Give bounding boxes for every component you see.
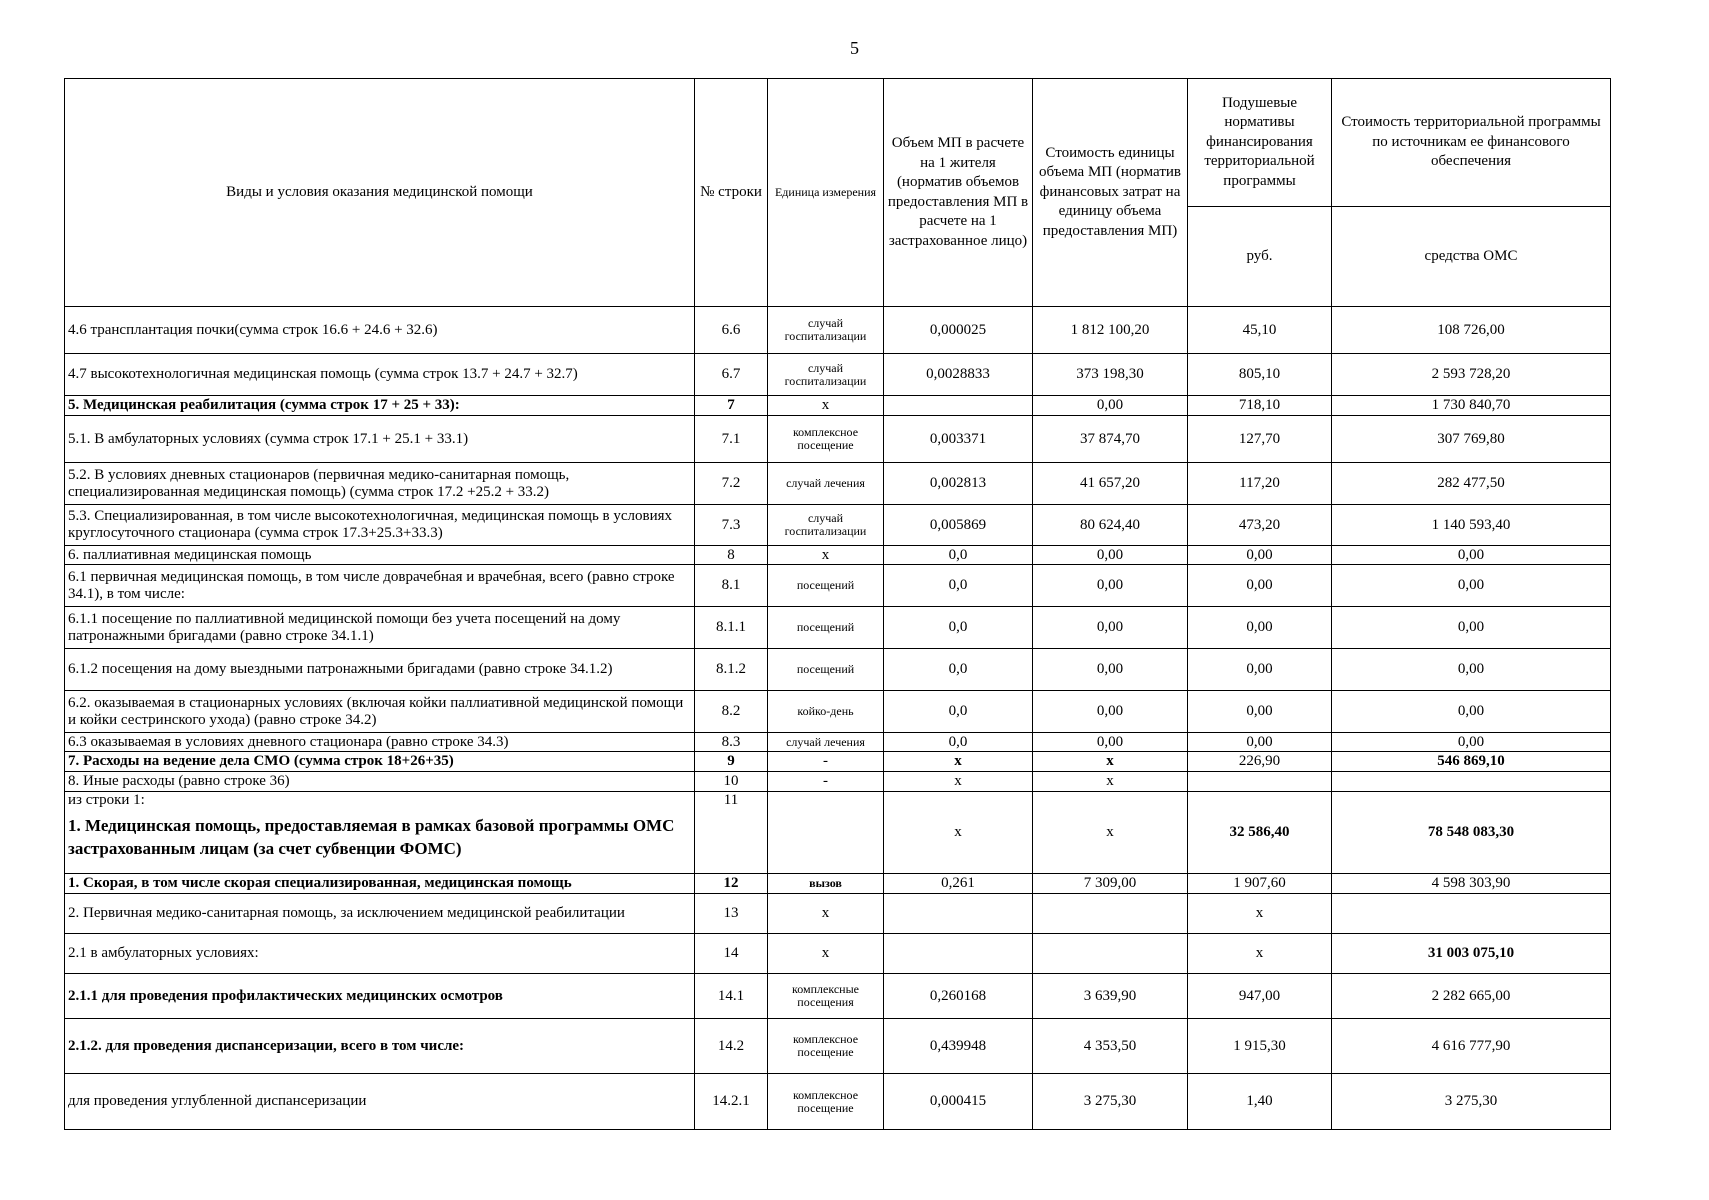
row-total: 0,00 (1332, 733, 1611, 752)
row-total: 0,00 (1332, 546, 1611, 565)
table-row (65, 752, 1611, 772)
row-volume: 0,0 (884, 546, 1033, 565)
row-total: 2 282 665,00 (1332, 974, 1611, 1019)
row-cost: х (1033, 772, 1188, 792)
row-volume: 0,000415 (884, 1074, 1033, 1130)
row-name: 2. Первичная медико-санитарная помощь, за исключением медицинской реабилитации (65, 894, 695, 934)
row-name: для проведения углубленной диспансеризации (65, 1074, 695, 1130)
row-volume: 0,000025 (884, 307, 1033, 354)
row-volume: 0,0 (884, 733, 1033, 752)
row-cost: 41 657,20 (1033, 463, 1188, 505)
row-unit: - (768, 772, 884, 792)
row-volume: 0,0028833 (884, 354, 1033, 396)
row-per-capita: 127,70 (1188, 416, 1332, 463)
row-name: 8. Иные расходы (равно строке 36) (65, 772, 695, 792)
row-volume: х (884, 792, 1033, 874)
row-unit: х (768, 396, 884, 416)
row-unit: комплексное посещение (768, 1019, 884, 1074)
table-row (65, 934, 1611, 974)
row-volume (884, 934, 1033, 974)
row-unit: комплексное посещение (768, 416, 884, 463)
header-row-number: № строки (695, 79, 768, 307)
row-unit: - (768, 752, 884, 772)
row-number: 10 (695, 772, 768, 792)
row-name: 6.1.1 посещение по паллиативной медицинской помощи без учета посещений на дому патронажными бригадами (равно строке 34.1.1) (65, 607, 695, 649)
row-cost (1033, 894, 1188, 934)
row-number: 6.6 (695, 307, 768, 354)
row-per-capita: 117,20 (1188, 463, 1332, 505)
row-unit: посещений (768, 607, 884, 649)
row-number: 8 (695, 546, 768, 565)
row-number: 8.1.2 (695, 649, 768, 691)
row-total: 546 869,10 (1332, 752, 1611, 772)
row-cost: х (1033, 792, 1188, 874)
row-total: 4 598 303,90 (1332, 874, 1611, 894)
row-name: 6.1 первичная медицинская помощь, в том числе доврачебная и врачебная, всего (равно строке 34.1), в том числе: (65, 565, 695, 607)
row-cost: 3 639,90 (1033, 974, 1188, 1019)
row-per-capita: 473,20 (1188, 505, 1332, 546)
row-per-capita: 0,00 (1188, 733, 1332, 752)
row-volume: 0,005869 (884, 505, 1033, 546)
row-per-capita: 1,40 (1188, 1074, 1332, 1130)
row-cost: 0,00 (1033, 396, 1188, 416)
header-total-cost: Стоимость территориальной программы по источникам ее финансового обеспечения (1332, 79, 1611, 207)
row-cost: 373 198,30 (1033, 354, 1188, 396)
row-per-capita (1188, 772, 1332, 792)
row-cost: 0,00 (1033, 607, 1188, 649)
row-total: 4 616 777,90 (1332, 1019, 1611, 1074)
row-cost: 80 624,40 (1033, 505, 1188, 546)
table-row (65, 1074, 1611, 1130)
row-name: из строки 1: (68, 792, 145, 808)
row-total (1332, 772, 1611, 792)
header-oms: средства ОМС (1332, 207, 1611, 307)
row-name: 6.3 оказываемая в условиях дневного стационара (равно строке 34.3) (65, 733, 695, 752)
row-volume: 0,0 (884, 607, 1033, 649)
row-total: 282 477,50 (1332, 463, 1611, 505)
row-per-capita: 718,10 (1188, 396, 1332, 416)
row-per-capita: 0,00 (1188, 649, 1332, 691)
row-name: 6.2. оказываемая в стационарных условиях (включая койки паллиативной медицинской помощи и койки сестринского ухода) (равно строке 34.2) (65, 691, 695, 733)
row-volume (884, 894, 1033, 934)
row-total: 0,00 (1332, 565, 1611, 607)
row-cost: 1 812 100,20 (1033, 307, 1188, 354)
row-total: 3 275,30 (1332, 1074, 1611, 1130)
table-row (65, 505, 1611, 546)
row-per-capita: 0,00 (1188, 607, 1332, 649)
table-row (65, 416, 1611, 463)
row-name: 2.1.1 для проведения профилактических медицинских осмотров (65, 974, 695, 1019)
financing-table (64, 78, 1611, 1130)
row-number: 7.1 (695, 416, 768, 463)
row-cost: 7 309,00 (1033, 874, 1188, 894)
row-total: 2 593 728,20 (1332, 354, 1611, 396)
row-cost: 0,00 (1033, 546, 1188, 565)
table-row (65, 463, 1611, 505)
row-name-secondary: 1. Медицинская помощь, предоставляемая в рамках базовой программы ОМС застрахованным лицам (за счет субвенции ФОМС) (68, 815, 675, 858)
table-row (65, 396, 1611, 416)
row-unit: случай лечения (768, 733, 884, 752)
header-per-capita: Подушевые нормативы финансирования территориальной программы (1188, 79, 1332, 207)
row-total: 1 140 593,40 (1332, 505, 1611, 546)
row-total: 1 730 840,70 (1332, 396, 1611, 416)
row-total: 108 726,00 (1332, 307, 1611, 354)
row-volume: 0,261 (884, 874, 1033, 894)
row-volume: х (884, 752, 1033, 772)
row-per-capita: 0,00 (1188, 546, 1332, 565)
table-row (65, 974, 1611, 1019)
row-name: 4.7 высокотехнологичная медицинская помощь (сумма строк 13.7 + 24.7 + 32.7) (65, 354, 695, 396)
table-row (65, 307, 1611, 354)
row-unit: комплексное посещение (768, 1074, 884, 1130)
row-name-cell (65, 792, 695, 874)
row-per-capita: 45,10 (1188, 307, 1332, 354)
row-per-capita: х (1188, 894, 1332, 934)
header-volume: Объем МП в расчете на 1 жителя (норматив объемов предоставления МП в расчете на 1 застрахованное лицо) (884, 79, 1033, 307)
table-row (65, 546, 1611, 565)
row-unit (768, 792, 884, 874)
row-cost: 0,00 (1033, 733, 1188, 752)
row-cost: 4 353,50 (1033, 1019, 1188, 1074)
row-number: 8.1.1 (695, 607, 768, 649)
row-unit: случай госпитализации (768, 354, 884, 396)
row-volume: 0,003371 (884, 416, 1033, 463)
row-cost: 37 874,70 (1033, 416, 1188, 463)
row-volume: х (884, 772, 1033, 792)
table-row (65, 772, 1611, 792)
table-row (65, 1019, 1611, 1074)
row-volume (884, 396, 1033, 416)
row-number: 14.2.1 (695, 1074, 768, 1130)
row-volume: 0,0 (884, 649, 1033, 691)
row-cost: 3 275,30 (1033, 1074, 1188, 1130)
row-cost (1033, 934, 1188, 974)
row-unit: комплексные посещения (768, 974, 884, 1019)
row-number: 7.3 (695, 505, 768, 546)
table-row (65, 354, 1611, 396)
row-volume: 0,002813 (884, 463, 1033, 505)
table-row (65, 733, 1611, 752)
table-row (65, 874, 1611, 894)
row-number: 7.2 (695, 463, 768, 505)
row-number: 13 (695, 894, 768, 934)
row-unit: х (768, 894, 884, 934)
row-number: 8.3 (695, 733, 768, 752)
header-unit-cost: Стоимость единицы объема МП (норматив финансовых затрат на единицу объема предоставления МП) (1033, 79, 1188, 307)
table-row (65, 792, 1611, 874)
row-unit: х (768, 934, 884, 974)
row-cost: 0,00 (1033, 649, 1188, 691)
row-number: 14.2 (695, 1019, 768, 1074)
row-volume: 0,0 (884, 691, 1033, 733)
row-per-capita: 226,90 (1188, 752, 1332, 772)
row-unit: посещений (768, 649, 884, 691)
header-type: Виды и условия оказания медицинской помощи (65, 79, 695, 307)
row-total: 307 769,80 (1332, 416, 1611, 463)
row-cost: х (1033, 752, 1188, 772)
row-unit: случай лечения (768, 463, 884, 505)
row-name: 4.6 трансплантация почки(сумма строк 16.6 + 24.6 + 32.6) (65, 307, 695, 354)
row-number: 9 (695, 752, 768, 772)
table-row (65, 649, 1611, 691)
row-name: 2.1 в амбулаторных условиях: (65, 934, 695, 974)
row-name: 5. Медицинская реабилитация (сумма строк 17 + 25 + 33): (65, 396, 695, 416)
row-name: 6. паллиативная медицинская помощь (65, 546, 695, 565)
row-per-capita: 1 907,60 (1188, 874, 1332, 894)
table-row (65, 607, 1611, 649)
row-total: 0,00 (1332, 607, 1611, 649)
row-name: 5.2. В условиях дневных стационаров (первичная медико-санитарная помощь, специализированная медицинская помощь) (сумма строк 17.2 +25.2 + 33.2) (65, 463, 695, 505)
row-name: 6.1.2 посещения на дому выездными патронажными бригадами (равно строке 34.1.2) (65, 649, 695, 691)
row-unit: случай госпитализации (768, 307, 884, 354)
row-volume: 0,260168 (884, 974, 1033, 1019)
row-number: 8.2 (695, 691, 768, 733)
row-total: 31 003 075,10 (1332, 934, 1611, 974)
row-per-capita: 32 586,40 (1188, 792, 1332, 874)
row-name: 7. Расходы на ведение дела СМО (сумма строк 18+26+35) (65, 752, 695, 772)
row-unit: х (768, 546, 884, 565)
row-cost: 0,00 (1033, 691, 1188, 733)
row-per-capita: х (1188, 934, 1332, 974)
row-cost: 0,00 (1033, 565, 1188, 607)
row-number: 12 (695, 874, 768, 894)
row-volume: 0,0 (884, 565, 1033, 607)
row-number: 11 (695, 792, 768, 874)
row-name: 5.3. Специализированная, в том числе высокотехнологичная, медицинская помощь в условиях круглосуточного стационара (сумма строк 17.3+25.3+33.3) (65, 505, 695, 546)
row-per-capita: 1 915,30 (1188, 1019, 1332, 1074)
row-per-capita: 0,00 (1188, 565, 1332, 607)
page-number: 5 (850, 38, 859, 58)
row-unit: койко-день (768, 691, 884, 733)
row-number: 8.1 (695, 565, 768, 607)
row-volume: 0,439948 (884, 1019, 1033, 1074)
row-name: 2.1.2. для проведения диспансеризации, всего в том числе: (65, 1019, 695, 1074)
row-per-capita: 0,00 (1188, 691, 1332, 733)
table-row (65, 691, 1611, 733)
table-row (65, 894, 1611, 934)
row-number: 14.1 (695, 974, 768, 1019)
row-unit: посещений (768, 565, 884, 607)
table-row (65, 565, 1611, 607)
row-total (1332, 894, 1611, 934)
row-number: 14 (695, 934, 768, 974)
row-number: 6.7 (695, 354, 768, 396)
row-total: 78 548 083,30 (1332, 792, 1611, 874)
row-total: 0,00 (1332, 649, 1611, 691)
header-rub: руб. (1188, 207, 1332, 307)
header-unit: Единица измерения (768, 79, 884, 307)
row-name: 5.1. В амбулаторных условиях (сумма строк 17.1 + 25.1 + 33.1) (65, 416, 695, 463)
row-name: 1. Скорая, в том числе скорая специализированная, медицинская помощь (65, 874, 695, 894)
row-per-capita: 947,00 (1188, 974, 1332, 1019)
row-unit: вызов (768, 874, 884, 894)
row-total: 0,00 (1332, 691, 1611, 733)
row-unit: случай госпитализации (768, 505, 884, 546)
row-per-capita: 805,10 (1188, 354, 1332, 396)
row-number: 7 (695, 396, 768, 416)
